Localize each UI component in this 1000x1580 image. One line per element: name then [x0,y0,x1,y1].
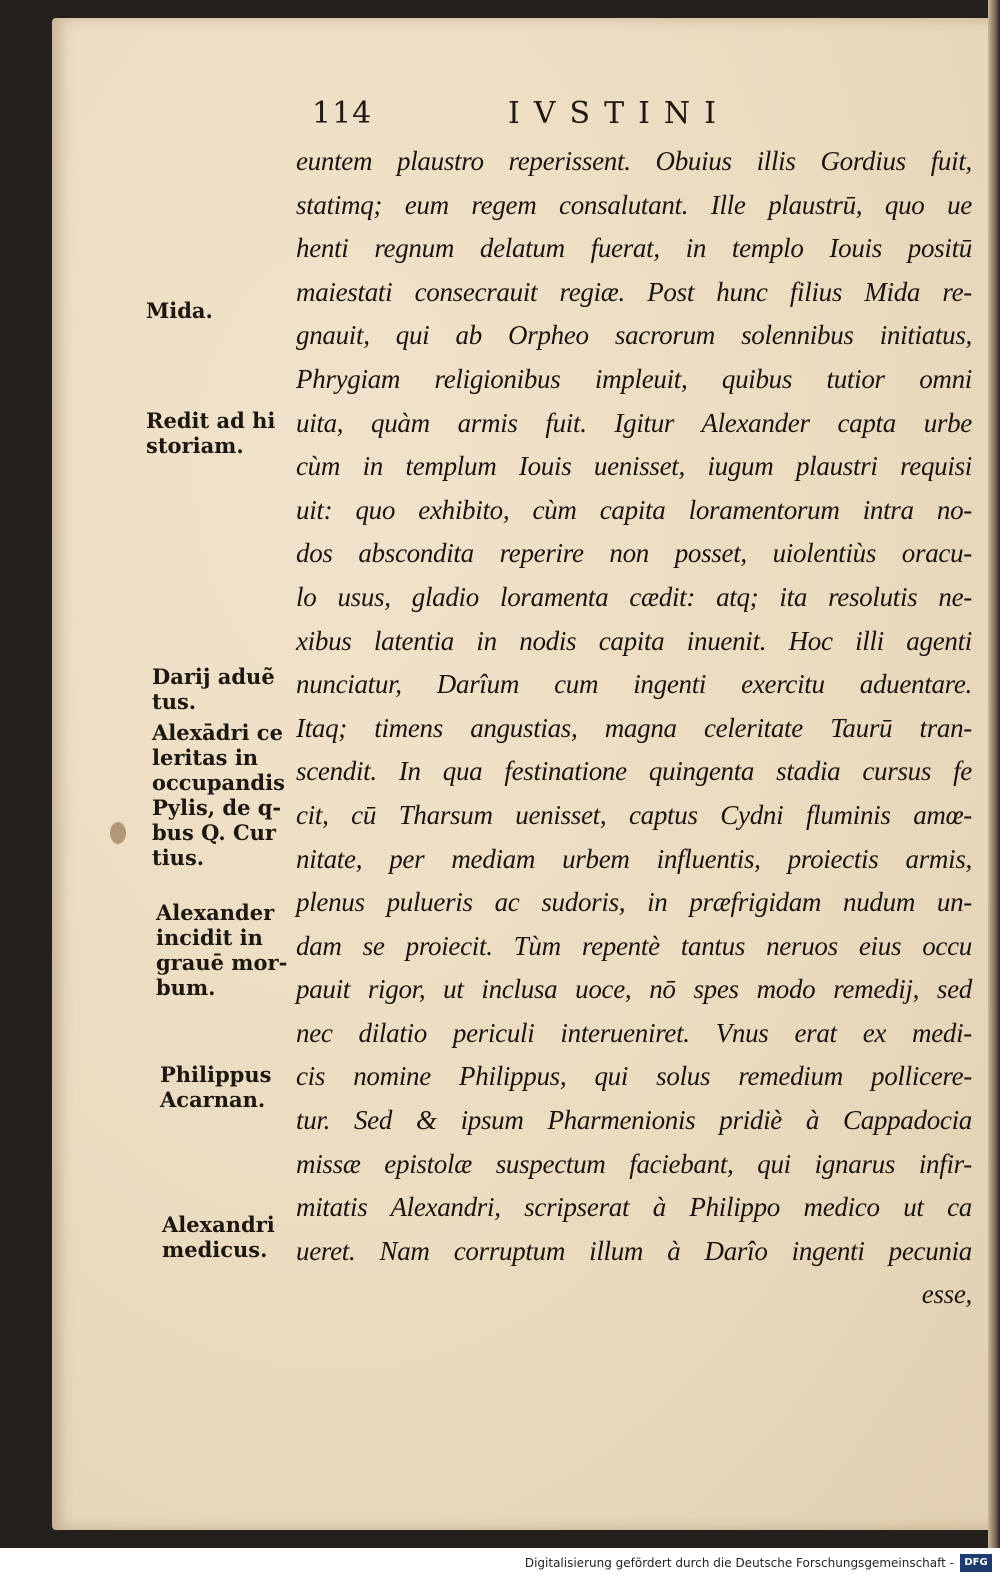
marginal-note-line: leritas in [152,745,259,770]
marginal-note-line: storiam. [146,433,244,458]
text-line: dos abscondita reperire non posset, uiolentiùs oracu- [296,538,972,569]
marginal-note-line: grauē mor- [156,950,288,975]
text-line: tur. Sed & ipsum Pharmenionis pridiè à Cappadocia [296,1105,972,1136]
marginal-note-line: tus. [152,689,197,714]
marginal-note-morbus [156,900,287,1000]
text-line: pauit rigor, ut inclusa uoce, nō spes modo remedij, sed [296,974,972,1005]
text-line: esse, [921,1279,972,1310]
text-line: maiestati consecrauit regiæ. Post hunc filius Mida re- [296,276,972,307]
marginal-note-line: Alexandri [162,1212,275,1237]
marginal-note-line: Pylis, de q- [152,795,282,820]
text-line: xibus latentia in nodis capita inuenit. Hoc illi agenti [296,625,972,656]
marginal-note-line: bus Q. Cur [152,820,277,845]
marginal-note-celeritas [152,720,285,870]
text-line: mitatis Alexandri, scripserat à Philippo medico ut ca [296,1192,972,1223]
marginal-note-medicus [162,1212,275,1262]
page-number: 114 [312,96,373,131]
marginal-note-line: Darij aduẽ [152,664,275,689]
text-line: plenus pulueris ac sudoris, in præfrigidam nudum un- [296,887,972,918]
text-line: ueret. Nam corruptum illum à Darîo ingenti pecunia [296,1235,972,1266]
marginal-note-mida [146,298,213,323]
text-line: gnauit, qui ab Orpheo sacrorum solennibus initiatus, [296,320,972,351]
marginal-note-redit [146,408,275,458]
page-header [312,96,792,136]
text-line: statimq; eum regem consalutant. Ille plaustrū, quo ue [296,189,972,220]
marginal-note-darii [152,664,275,714]
text-line: uita, quàm armis fuit. Igitur Alexander capta urbe [296,407,972,438]
marginal-note-line: Alexādri ce [152,720,283,745]
marginal-note-line: medicus. [162,1237,268,1262]
running-head: IVSTINI [508,96,731,131]
text-line: scendit. In qua festinatione quingenta stadia cursus fe [296,756,972,787]
text-line: cis nomine Philippus, qui solus remedium pollicere- [296,1061,972,1092]
text-line: henti regnum delatum fuerat, in templo Iouis positū [296,233,972,264]
marginal-note-line: Mida. [146,298,213,323]
marginal-note-line: tius. [152,845,205,870]
marginal-note-line: bum. [156,975,216,1000]
dfg-logo: DFG [960,1554,992,1572]
marginal-note-line: Alexander [156,900,275,925]
text-line: Itaq; timens angustias, magna celeritate Taurū tran- [296,712,972,743]
book-edge [988,0,1000,1548]
text-line: missæ epistolæ suspectum faciebant, qui ignarus infir- [296,1148,972,1179]
text-line: uit: quo exhibito, cùm capita loramentorum intra no- [296,494,972,525]
text-line: cit, cū Tharsum uenisset, captus Cydni fluminis amœ- [296,799,972,830]
digitization-footer [0,1548,1000,1580]
marginal-note-philippus [160,1062,271,1112]
text-line: lo usus, gladio loramenta cædit: atq; ita resolutis ne- [296,581,972,612]
funding-credit: Digitalisierung gefördert durch die Deutsche Forschungsgemeinschaft - [524,1556,954,1570]
text-line: dam se proiecit. Tùm repentè tantus neruos eius occu [296,930,972,961]
marginal-note-line: Acarnan. [160,1087,266,1112]
marginal-note-line: Philippus [160,1062,272,1087]
text-line: euntem plaustro reperissent. Obuius illis Gordius fuit, [296,146,972,176]
marginal-note-line: incidit in [156,925,263,950]
text-line: Phrygiam religionibus impleuit, quibus tutior omni [296,363,972,394]
paper-stain [110,822,126,844]
text-line: nec dilatio periculi interueniret. Vnus erat ex medi- [296,1017,972,1048]
text-line: nunciatur, Darîum cum ingenti exercitu aduentare. [296,669,972,700]
main-text-block [296,140,972,1317]
marginal-note-line: occupandis [152,770,285,795]
text-line: nitate, per mediam urbem influentis, proiectis armis, [296,843,972,874]
marginal-note-line: Redit ad hi [146,408,276,433]
text-line: cùm in templum Iouis uenisset, iugum plaustri requisi [296,451,972,482]
